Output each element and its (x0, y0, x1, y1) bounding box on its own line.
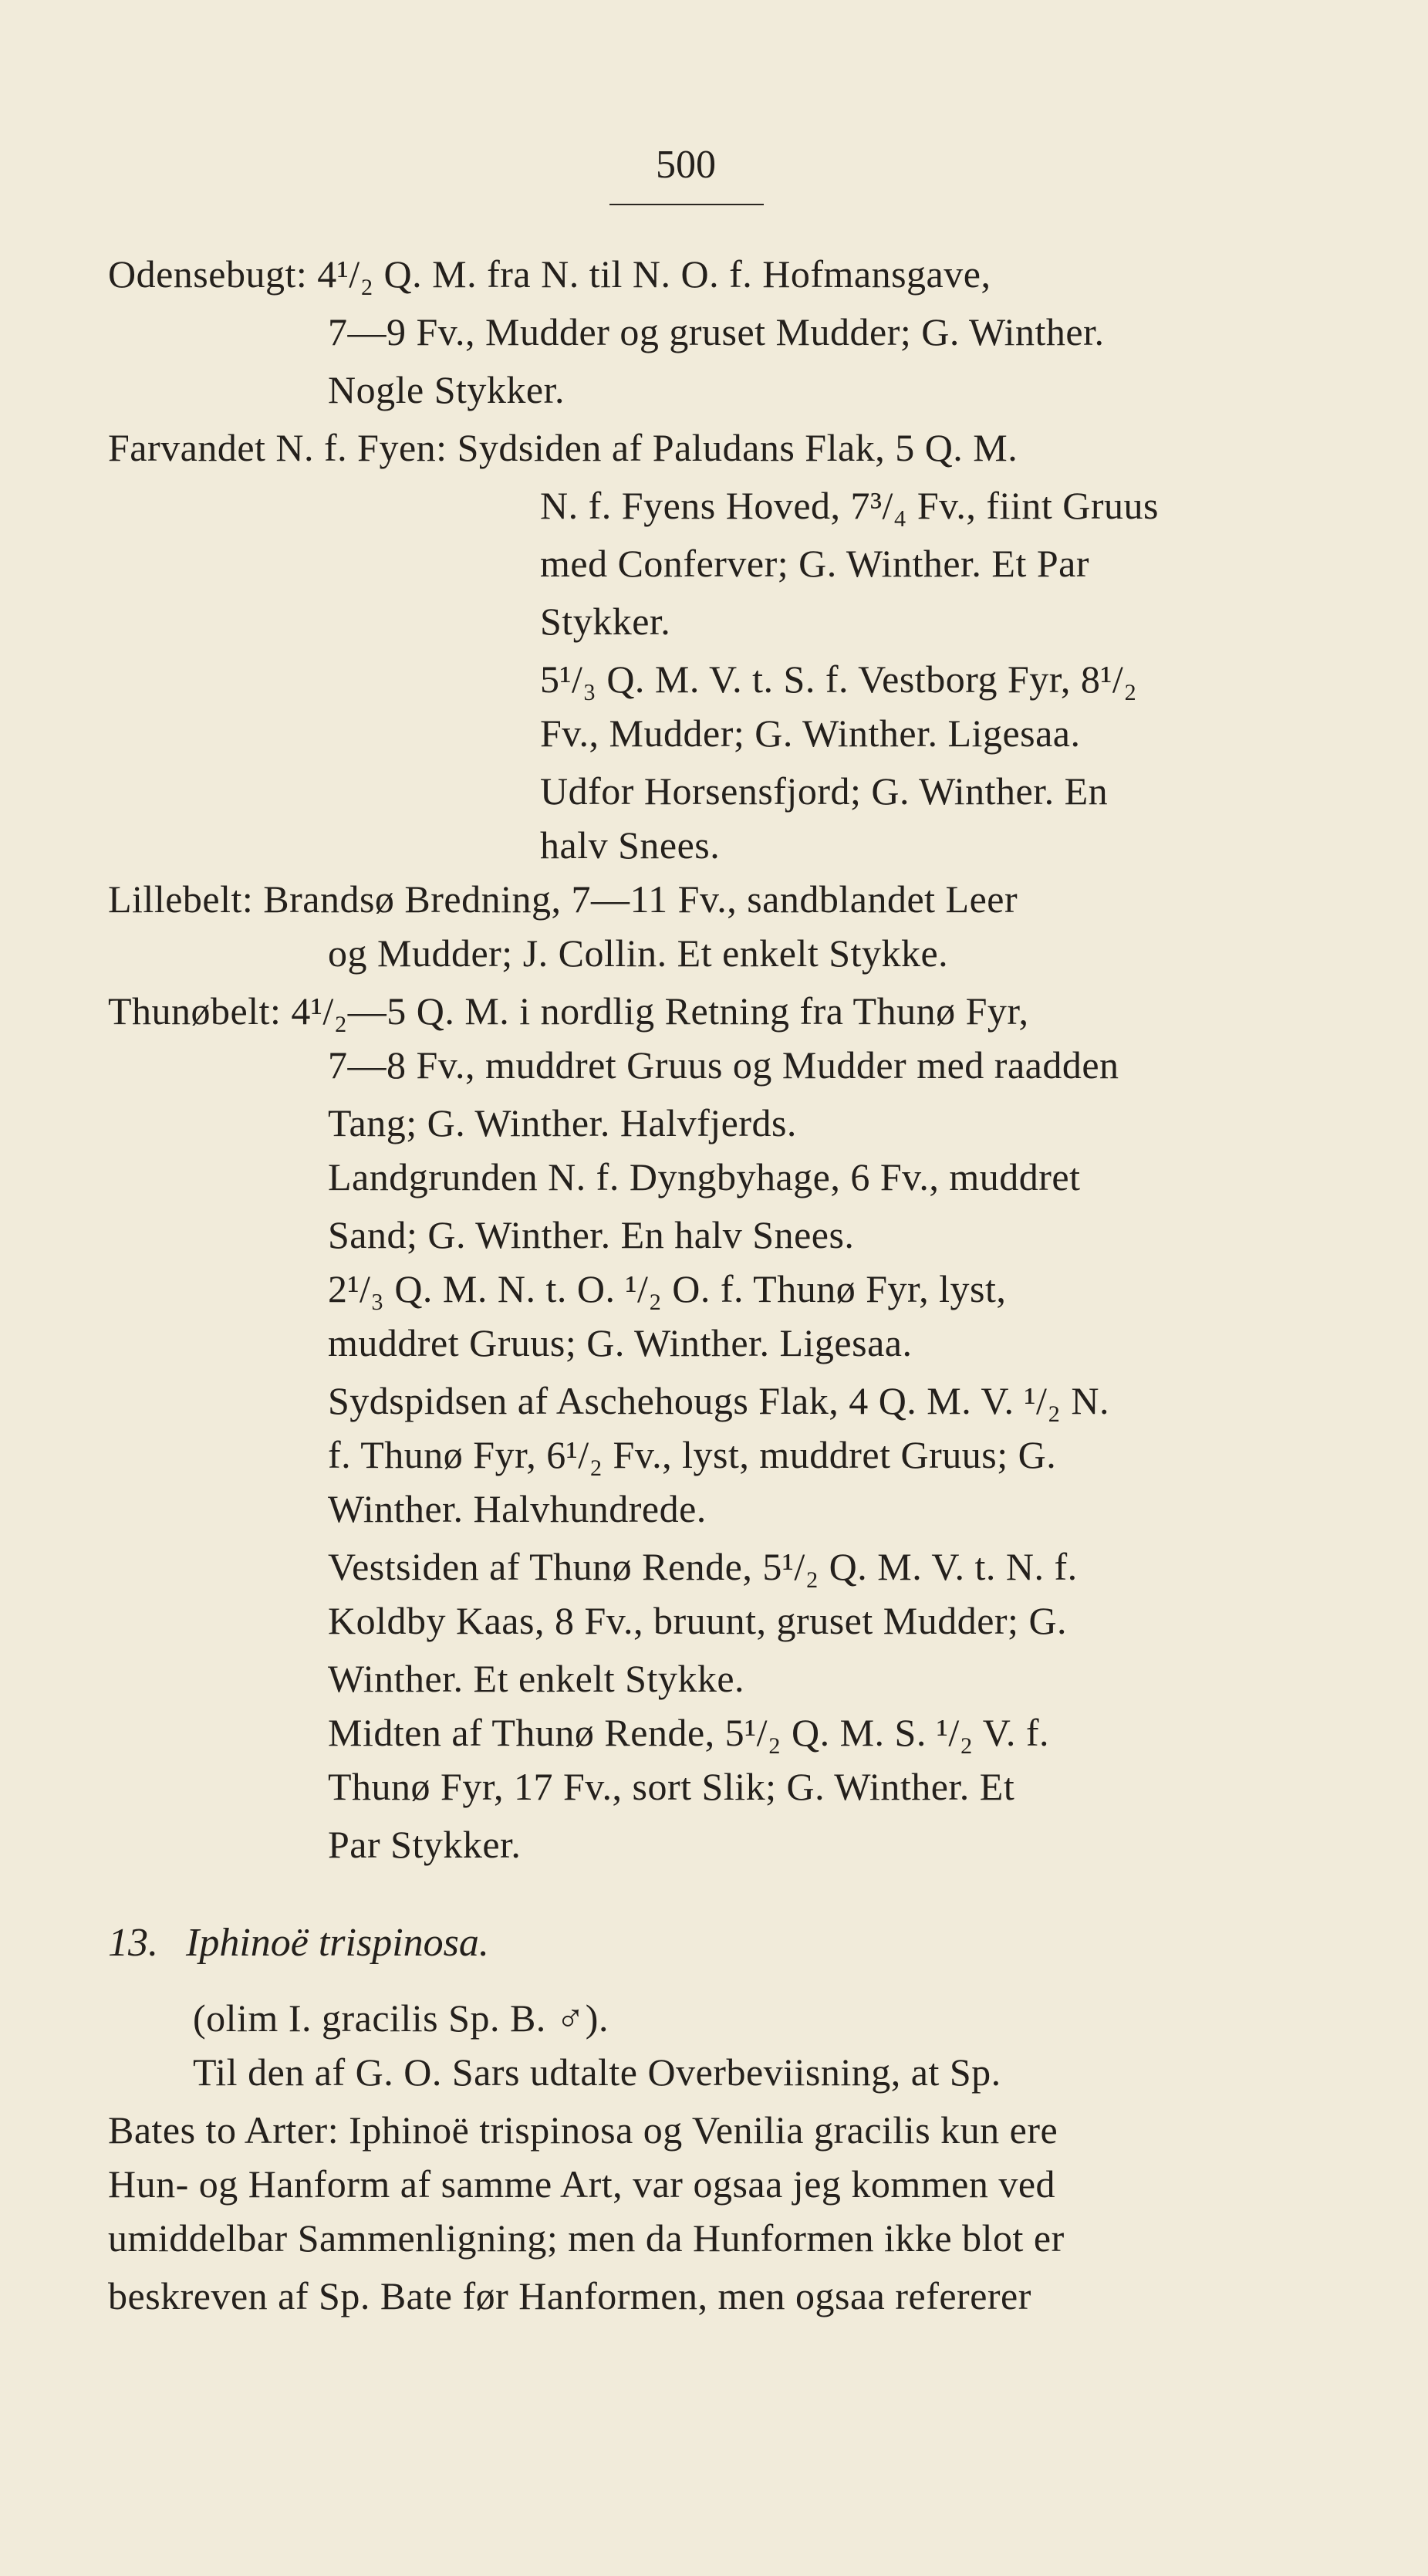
body-line: (olim I. gracilis Sp. B. ♂). (193, 1996, 609, 2040)
text-line: N. f. Fyens Hoved, 7³/₄ Fv., fiint Gruus (540, 484, 1159, 527)
text-line: Midten af Thunø Rende, 5¹/₂ Q. M. S. ¹/₂ V. f. (328, 1711, 1050, 1754)
text-line: 7—9 Fv., Mudder og gruset Mudder; G. Winther. (328, 310, 1105, 353)
text-line: Nogle Stykker. (328, 368, 565, 411)
text-line: Thunøbelt: 4¹/₂—5 Q. M. i nordlig Retning fra Thunø Fyr, (108, 989, 1029, 1033)
text-line: Koldby Kaas, 8 Fv., bruunt, gruset Mudder; G. (328, 1599, 1068, 1642)
text-line: Sydspidsen af Aschehougs Flak, 4 Q. M. V. ¹/₂ N. (328, 1379, 1109, 1422)
text-line: muddret Gruus; G. Winther. Ligesaa. (328, 1321, 913, 1364)
text-line: Par Stykker. (328, 1823, 522, 1866)
body-line: umiddelbar Sammenligning; men da Hunformen ikke blot er (108, 2216, 1065, 2260)
body-line: Bates to Arter: Iphinoë trispinosa og Venilia gracilis kun ere (108, 2108, 1058, 2152)
text-line: Stykker. (540, 600, 671, 643)
species-number: 13. (108, 1921, 158, 1965)
text-line: Udfor Horsensfjord; G. Winther. En (540, 769, 1109, 813)
text-line: Winther. Et enkelt Stykke. (328, 1657, 745, 1700)
text-line: Winther. Halvhundrede. (328, 1487, 707, 1530)
body-line: beskreven af Sp. Bate før Hanformen, men ogsaa refererer (108, 2274, 1031, 2317)
text-line: Sand; G. Winther. En halv Snees. (328, 1213, 855, 1256)
text-line: f. Thunø Fyr, 6¹/₂ Fv., lyst, muddret Gruus; G. (328, 1433, 1057, 1476)
text-line: 5¹/₃ Q. M. V. t. S. f. Vestborg Fyr, 8¹/₂ (540, 658, 1138, 701)
page-number: 500 (656, 143, 716, 187)
text-line: Vestsiden af Thunø Rende, 5¹/₂ Q. M. V. t. N. f. (328, 1545, 1078, 1588)
text-line: Landgrunden N. f. Dyngbyhage, 6 Fv., muddret (328, 1155, 1081, 1198)
body-line: Til den af G. O. Sars udtalte Overbeviisning, at Sp. (193, 2050, 1001, 2094)
text-line: med Conferver; G. Winther. Et Par (540, 542, 1090, 585)
page-number-rule (609, 204, 764, 205)
species-name: Iphinoë trispinosa. (186, 1921, 489, 1965)
species-heading (108, 1920, 489, 1966)
text-line: Lillebelt: Brandsø Bredning, 7—11 Fv., sandblandet Leer (108, 877, 1018, 921)
text-line: 7—8 Fv., muddret Gruus og Mudder med raadden (328, 1043, 1119, 1087)
text-line: Tang; G. Winther. Halvfjerds. (328, 1101, 797, 1144)
text-line: 2¹/₃ Q. M. N. t. O. ¹/₂ O. f. Thunø Fyr, lyst, (328, 1267, 1007, 1310)
text-line: Odensebugt: 4¹/₂ Q. M. fra N. til N. O. f. Hofmansgave, (108, 252, 991, 296)
body-line: Hun- og Hanform af samme Art, var ogsaa jeg kommen ved (108, 2162, 1056, 2206)
text-line: halv Snees. (540, 823, 721, 867)
text-line: Thunø Fyr, 17 Fv., sort Slik; G. Winther. Et (328, 1765, 1015, 1808)
text-line: og Mudder; J. Collin. Et enkelt Stykke. (328, 931, 949, 975)
text-line: Farvandet N. f. Fyen: Sydsiden af Paludans Flak, 5 Q. M. (108, 426, 1018, 469)
text-line: Fv., Mudder; G. Winther. Ligesaa. (540, 712, 1081, 755)
